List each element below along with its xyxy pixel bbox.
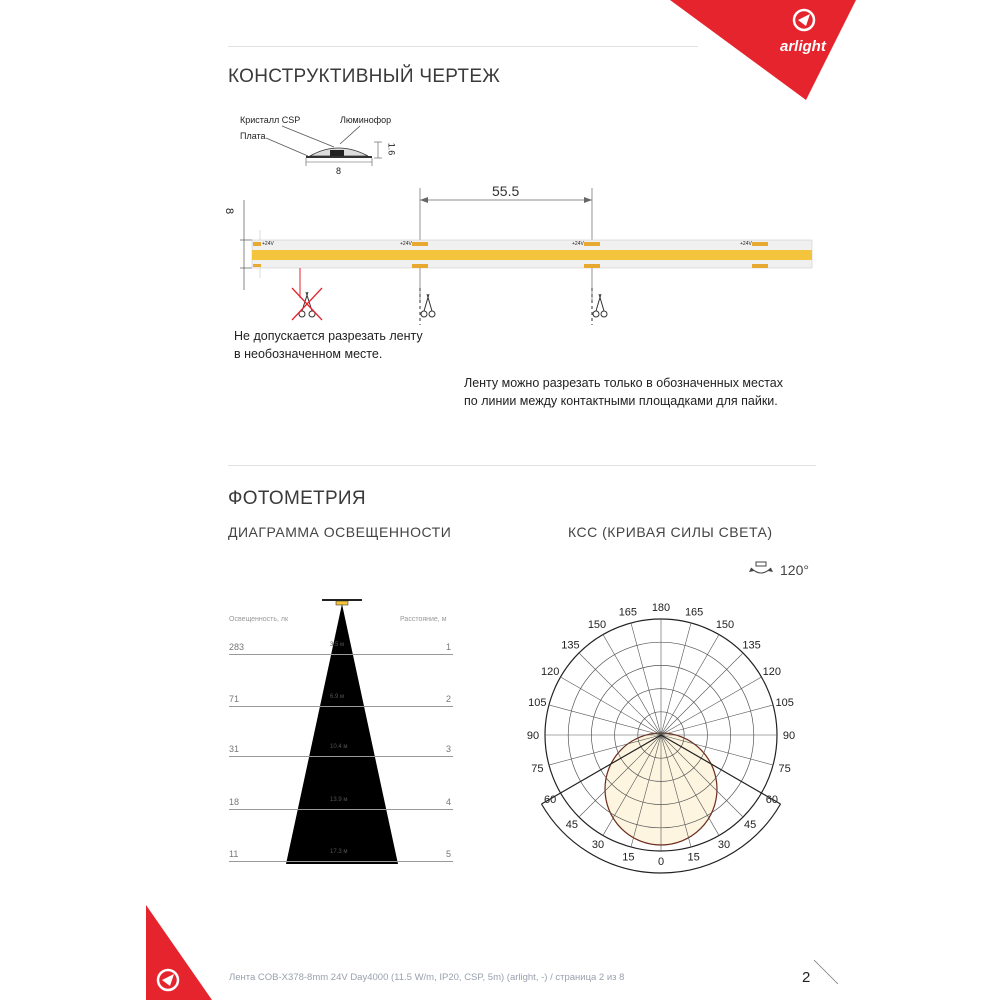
kss-angle-label: 60 (544, 794, 557, 806)
cross-section-drawing (230, 110, 390, 180)
kss-angle-label: 180 (651, 602, 671, 614)
beam-angle: 120° (780, 562, 809, 578)
cut-note-line-2: по линии между контактными площадками для пайки. (464, 394, 778, 408)
kss-angle-label: 135 (742, 639, 761, 652)
kss-angle-label: 120 (540, 666, 560, 678)
kss-angle-label: 30 (591, 839, 605, 852)
kss-angle-label: 15 (687, 851, 700, 864)
middle-rule (228, 465, 816, 466)
illum-row-diameter: 3.5 м (330, 642, 345, 648)
pad-label-2: +24V (400, 241, 412, 247)
illum-row-lux: 11 (229, 849, 239, 859)
kss-angle-label: 15 (622, 851, 635, 864)
illum-row-distance: 1 (446, 642, 452, 652)
kss-angle-label: 60 (765, 794, 778, 806)
kss-title: КСС (КРИВАЯ СИЛЫ СВЕТА) (568, 524, 773, 540)
kss-angle-label: 0 (657, 856, 665, 868)
illum-row-distance: 4 (446, 797, 452, 807)
warning-note-line-2: в необозначенном месте. (234, 347, 383, 361)
illum-row-lux: 71 (229, 694, 240, 704)
page-number: 2 (802, 969, 811, 986)
illum-row-line (229, 756, 453, 757)
kss-radial (661, 635, 719, 735)
illuminance-title: ДИАГРАММА ОСВЕЩЕННОСТИ (228, 524, 452, 540)
strip-width-label: 8 (223, 207, 236, 215)
label-crystal: Кристалл CSP (240, 115, 301, 125)
brand-corner (670, 0, 1000, 100)
illum-row-line (229, 706, 453, 707)
kss-radial (661, 623, 691, 735)
label-board: Плата (240, 131, 266, 141)
kss-radial (603, 635, 661, 735)
illum-row-line (229, 654, 453, 655)
illum-row-distance: 2 (446, 694, 452, 704)
kss-polar-diagram (516, 590, 816, 890)
kss-angle-label: 75 (778, 763, 791, 776)
cross-height-label: 1.6 (386, 142, 397, 156)
kss-angle-label: 120 (762, 666, 782, 678)
label-phosphor: Люминофор (340, 115, 392, 125)
illum-row-diameter: 17.3 м (330, 849, 348, 855)
kss-radial (661, 653, 743, 735)
brand-logo-text: arlight (780, 38, 826, 55)
kss-angle-label: 105 (528, 696, 547, 709)
kss-radial (631, 623, 661, 735)
kss-angle-label: 150 (715, 619, 735, 632)
illum-left-header: Освещенность, лк (229, 616, 289, 623)
kss-angle-label: 45 (743, 819, 757, 832)
top-rule (228, 46, 698, 47)
footer-text: Лента COB-X378-8mm 24V Day4000 (11.5 W/m, IP20, CSP, 5m) (arlight, -) / страница 2 из 8 (229, 972, 625, 983)
illum-row-diameter: 10.4 м (330, 744, 348, 750)
beam-angle-icon (748, 560, 774, 585)
warning-note-line-1: Не допускается разрезать ленту (234, 329, 423, 343)
illum-row-distance: 5 (446, 849, 452, 859)
pad-label-4: +24V (740, 241, 752, 247)
kss-angle-label: 135 (561, 639, 580, 652)
kss-angle-label: 105 (775, 696, 794, 709)
kss-angle-label: 75 (531, 763, 544, 776)
illum-row-diameter: 6.9 м (330, 694, 345, 700)
kss-angle-label: 45 (565, 819, 579, 832)
pad-label-1: +24V (262, 241, 274, 247)
kss-angle-label: 150 (587, 619, 607, 632)
illum-row-line (229, 861, 453, 862)
kss-angle-label: 165 (684, 606, 704, 619)
photometry-title: ФОТОМЕТРИЯ (228, 488, 366, 509)
cross-width-label: 8 (336, 166, 342, 176)
construction-title: КОНСТРУКТИВНЫЙ ЧЕРТЕЖ (228, 66, 501, 87)
kss-angle-label: 90 (782, 730, 796, 742)
illum-row-distance: 3 (446, 744, 452, 754)
illum-row-diameter: 13.9 м (330, 797, 348, 803)
page-corner-mark (812, 958, 842, 988)
cut-note-line-1: Ленту можно разрезать только в обозначенных местах (464, 376, 783, 390)
kss-angle-label: 165 (618, 606, 638, 619)
strip-drawing (222, 180, 822, 330)
illum-row-lux: 283 (229, 642, 245, 652)
kss-radial (661, 677, 761, 735)
kss-radial (661, 705, 773, 735)
kss-radial (561, 677, 661, 735)
illum-right-header: Расстояние, м (400, 616, 447, 623)
kss-radial (549, 705, 661, 735)
strip-pitch-label: 55.5 (492, 183, 520, 199)
pad-label-3: +24V (572, 241, 584, 247)
footer-brand-corner (146, 905, 216, 1000)
kss-radial (579, 653, 661, 735)
illum-row-line (229, 809, 453, 810)
kss-angle-label: 30 (717, 839, 731, 852)
illuminance-diagram (228, 596, 458, 866)
kss-angle-label: 90 (526, 730, 540, 742)
illum-row-lux: 31 (229, 744, 240, 754)
illum-row-lux: 18 (229, 797, 240, 807)
